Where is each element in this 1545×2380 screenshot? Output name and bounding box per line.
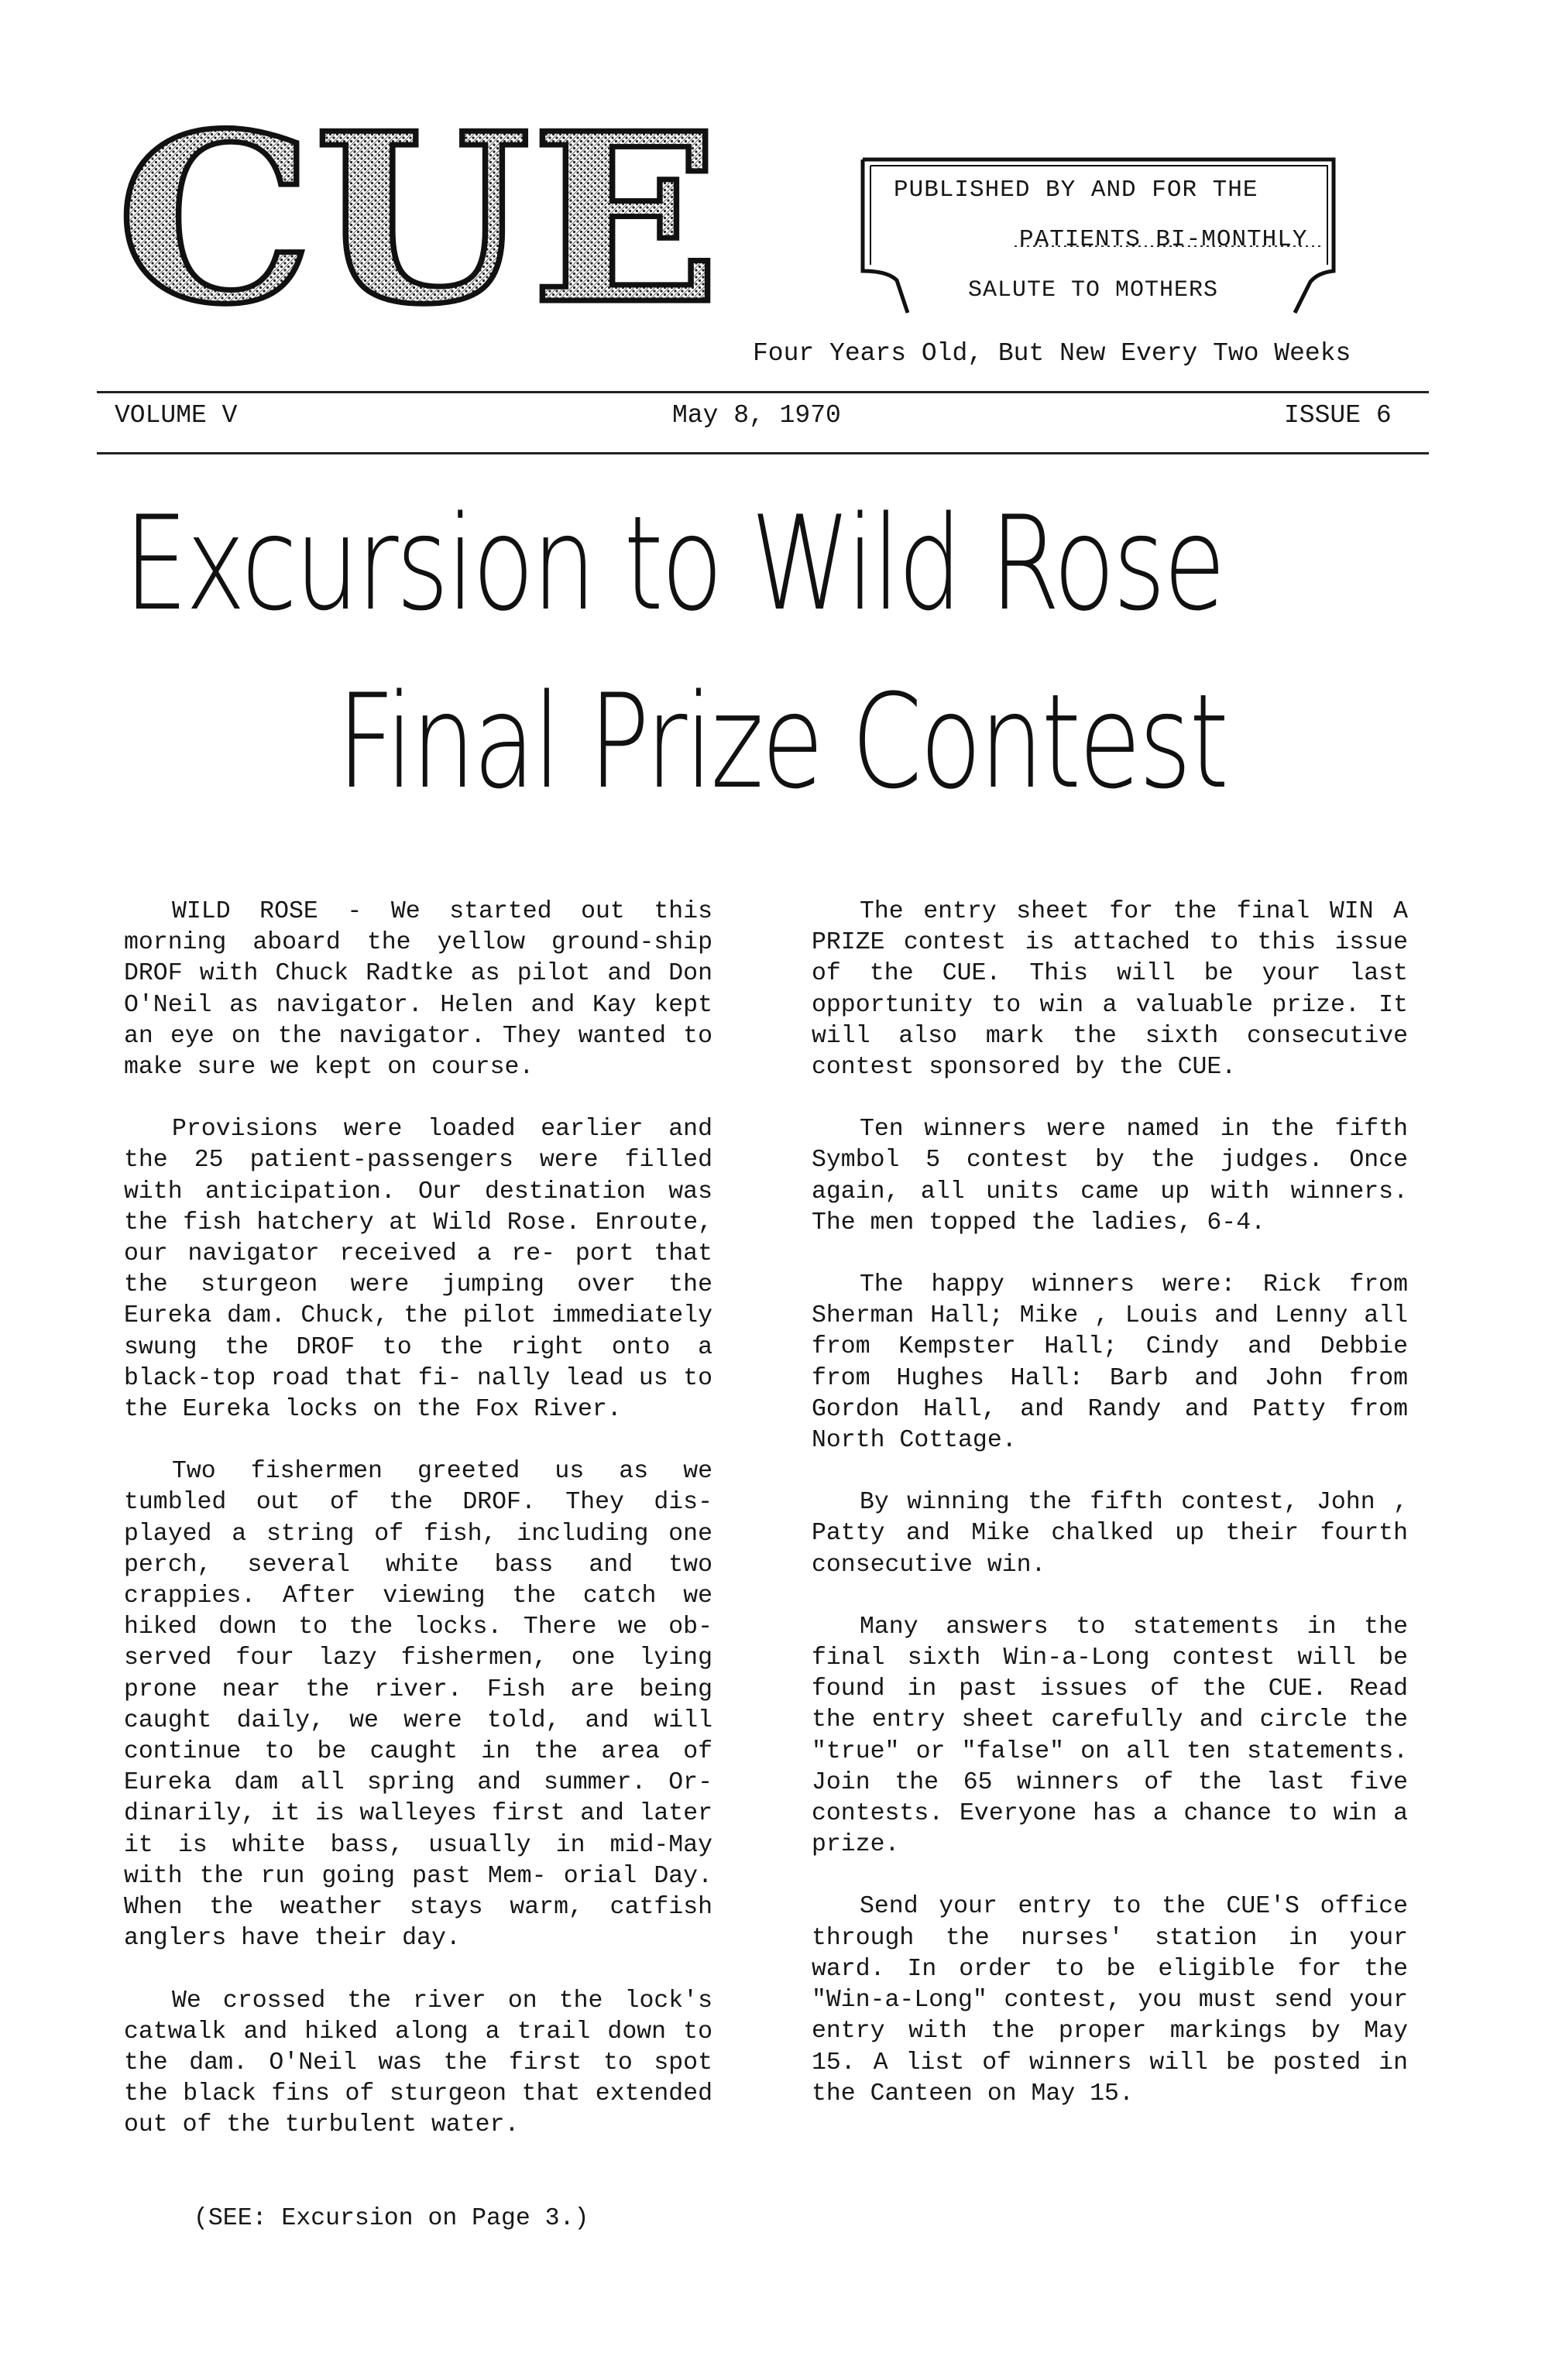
article-paragraph: Ten winners were named in the fifth Symbol 5 contest by the judges. Once again, all units came up with winners. The men topped the ladies, 6-4. (812, 1116, 1408, 1236)
tagline: Four Years Old, But New Every Two Weeks (753, 339, 1351, 368)
headline-prize-contest: Final Prize Contest (337, 666, 1227, 818)
publication-box (860, 155, 1340, 317)
article-paragraph: The entry sheet for the final WIN A PRIZE contest is attached to this issue of the CUE. This will be your last opportunity to win a valuable prize. It will also mark the sixth consecutive contest sponsored by the CUE. (812, 898, 1408, 1082)
continued-reference: (SEE: Excursion on Page 3.) (194, 2205, 589, 2232)
article-paragraph: We crossed the river on the lock's catwalk and hiked along a trail down to the dam. O'Neil was the first to spot the black fins of sturgeon that extended out of the turbulent water. (124, 1987, 712, 2139)
issue-date: May 8, 1970 (672, 401, 841, 430)
article-paragraph: By winning the fifth contest, John , Patty and Mike chalked up their fourth consecutive win. (812, 1489, 1408, 1579)
article-paragraph: Many answers to statements in the final sixth Win-a-Long contest will be found in past issues of the CUE. Read the entry sheet carefully and circle the "true" or "false" on all ten statements. Join the 65 winners of the last five contests. Everyone has a chance to win a prize. (812, 1613, 1408, 1859)
cue-logo (116, 108, 728, 333)
logo-text: CUE (116, 108, 720, 333)
published-line-1: PUBLISHED BY AND FOR THE (894, 177, 1258, 204)
article-paragraph: Two fishermen greeted us as we tumbled out of the DROF. They dis- played a string of fish, including one perch, several white bass and two crappies. After viewing the catch we hiked down to the locks. There we ob- served four lazy fishermen, one lying prone near the river. Fish are being caught daily, we were told, and will continue to be caught in the area of Eureka dam all spring and summer. Or- dinarily, it is walleyes first and later it is white bass, usually in mid-May with the run going past Mem- orial Day. When the weather stays warm, catfish anglers have their day. (124, 1458, 712, 1953)
headline-excursion: Excursion to Wild Rose (124, 488, 1224, 640)
article-paragraph: WILD ROSE - We started out this morning aboard the yellow ground-ship DROF with Chuck Radtke as pilot and Don O'Neil as navigator. Helen and Kay kept an eye on the navigator. They wanted to make sure we kept on course. (124, 898, 712, 1082)
published-line-3: SALUTE TO MOTHERS (968, 277, 1219, 304)
volume-label: VOLUME V (115, 401, 238, 430)
article-prize-contest (812, 897, 1408, 2141)
published-line-2: PATIENTS BI-MONTHLY (1019, 226, 1308, 253)
issue-number: ISSUE 6 (1284, 401, 1392, 430)
article-paragraph: The happy winners were: Rick from Sherman Hall; Mike , Louis and Lenny all from Kempster Hall; Cindy and Debbie from Hughes Hall: Barb and John from Gordon Hall, and Randy and Patty from North Cottage. (812, 1271, 1408, 1455)
article-paragraph: Send your entry to the CUE'S office through the nurses' station in your ward. In order to be eligible for the "Win-a-Long" contest, you must send your entry with the proper markings by May 15. A list of winners will be posted in the Canteen on May 15. (812, 1893, 1408, 2107)
article-paragraph: Provisions were loaded earlier and the 25 patient-passengers were filled with anticipation. Our destination was the fish hatchery at Wild Rose. Enroute, our navigator received a re- port that the sturgeon were jumping over the Eureka dam. Chuck, the pilot immediately swung the DROF to the right onto a black-top road that fi- nally lead us to the Eureka locks on the Fox River. (124, 1116, 712, 1424)
bottom-rule (97, 452, 1429, 454)
article-excursion (124, 897, 712, 2173)
top-rule (97, 391, 1429, 393)
